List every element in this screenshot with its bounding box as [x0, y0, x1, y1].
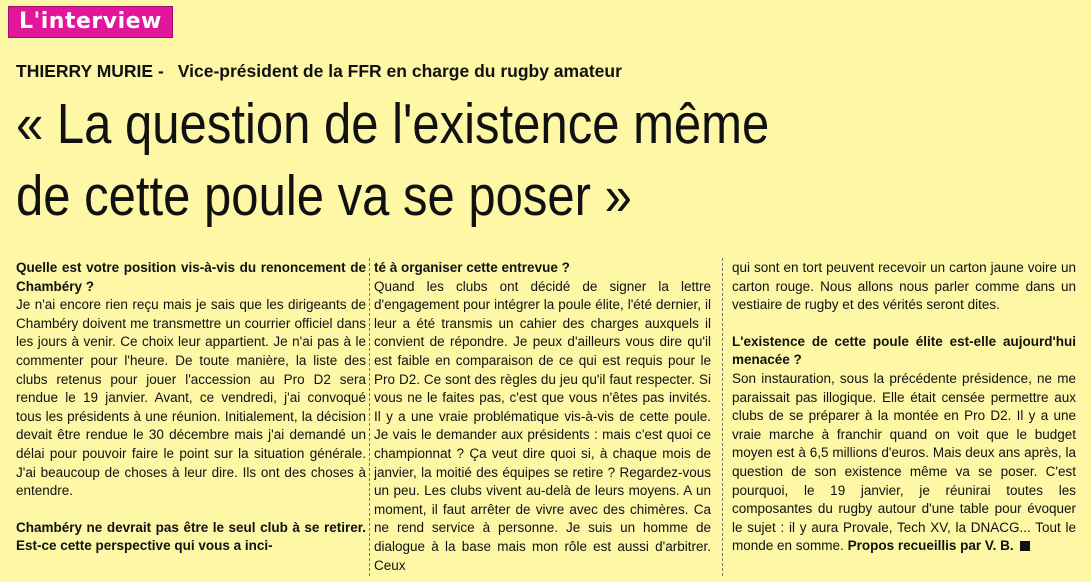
article-column-2: [374, 259, 711, 579]
answer-2-end: qui sont en tort peuvent recevoir un carton jaune voire un carton rouge. Nous allons nous parler comme dans un vestiaire de rugby et des vérités seront dites.: [732, 260, 1076, 313]
headline-line-2: de cette poule va se poser »: [16, 164, 632, 228]
answer-2-start: Quand les clubs ont décidé de signer la lettre d'engagement pour intégrer la poule élite, l'été dernier, il leur a été transmis un cahier des charges auxquels il convient de répondre. Je peux d'ailleurs vous dire qu'il est faible en comparaison de ce qui est requis pour le Pro D2. Ce sont des règles du jeu qu'il faut respecter. Si vous ne le faites pas, c'est que vous n'êtes pas invités. Il y a une vraie problématique vis-à-vis de cette poule. Je vais le demander aux présidents : mais c'est quoi ce championnat ? Ça veut dire quoi si, à chaque mois de janvier, la moitié des équipes se retire ? Regardez-vous un peu. Les clubs vivent au-delà de leurs moyens. A un moment, il faut arrêter de vivre avec des chimères. Ca ne rend service à personne. Je suis un homme de dialogue à la base mais mon rôle est aussi d'arbitrer. Ceux: [374, 278, 711, 573]
interviewee-line: [16, 60, 622, 82]
question-3: L'existence de cette poule élite est-elle aujourd'hui menacée ?: [732, 333, 1076, 368]
byline: Propos recueillis par V. B.: [847, 538, 1014, 554]
end-mark-icon: [1020, 541, 1030, 551]
column-divider: [722, 258, 723, 576]
question-2-start: Chambéry ne devrait pas être le seul club à se retirer. Est-ce cette perspective qui vous a inci-: [16, 519, 366, 554]
rubric-badge: L'interview: [8, 6, 173, 38]
answer-1: Je n'ai encore rien reçu mais je sais que les dirigeants de Chambéry doivent me transmettre un courrier officiel dans les jours à venir. Ce choix leur appartient. Je n'ai pas à le commenter pour l'heure. De toute manière, la liste des clubs retenus pour jouer l'accession au Pro D2 sera rendue le 19 janvier. Avant, ce vendredi, j'ai convoqué tous les présidents à une réunion. Initialement, la décision devait être rendue le 30 décembre mais j'ai demandé un délai pour pouvoir faire le point sur la situation générale. J'ai beaucoup de choses à leur dire. Ils ont des choses à entendre.: [16, 297, 366, 499]
article-column-1: [16, 259, 366, 579]
interviewee-name: THIERRY MURIE -: [16, 61, 164, 81]
interviewee-role: Vice-président de la FFR en charge du rugby amateur: [177, 61, 622, 81]
answer-3: [732, 370, 1076, 556]
question-2-end: té à organiser cette entrevue ?: [374, 260, 570, 275]
column-divider: [369, 258, 370, 576]
headline: [16, 88, 928, 232]
headline-line-1: « La question de l'existence même: [16, 92, 770, 156]
question-1: Quelle est votre position vis-à-vis du renoncement de Chambéry ?: [16, 260, 366, 294]
article-column-3: [732, 259, 1076, 579]
answer-3-text: Son instauration, sous la précédente présidence, ne me paraissait pas illogique. Elle était censée permettre aux clubs de se préparer à la montée en Pro D2. Il y a une vraie marche à franchir quand on voit que le budget moyen est à 6,5 millions d'euros. Mais deux ans après, la question de son existence même va se poser. C'est pourquoi, le 19 janvier, je réunirai toutes les composantes du rugby autour d'une table pour évoquer le sujet : il y aura Provale, Tech XV, la DNACG... Tout le monde en somme.: [732, 370, 1076, 554]
